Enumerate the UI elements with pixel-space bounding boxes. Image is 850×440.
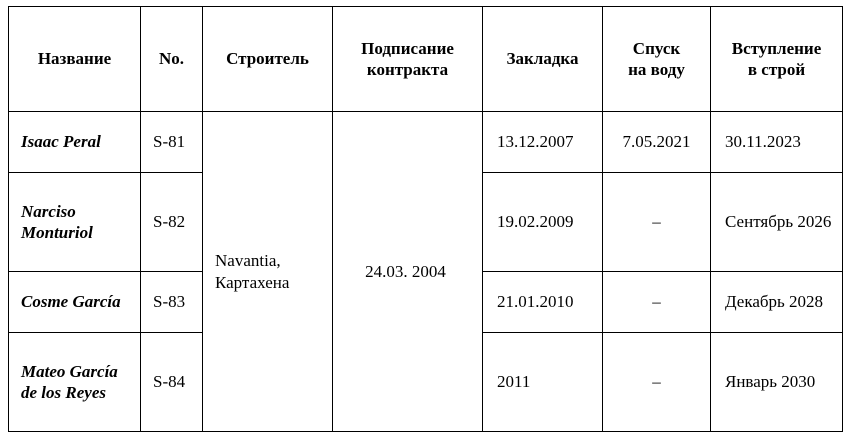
column-header-builder (203, 7, 333, 112)
column-header-name (9, 7, 141, 112)
cell-laid-down-s81: 13.12.2007 (483, 112, 603, 173)
cell-name-s84 (9, 333, 141, 432)
builder-line1: Navantia, (215, 251, 281, 271)
table-row (9, 112, 843, 173)
table-body (9, 112, 843, 432)
cell-name-s82 (9, 173, 141, 272)
cell-commissioned-s84: Январь 2030 (711, 333, 843, 432)
cell-launched-s83: – (603, 271, 711, 332)
cell-name-s82-line1: Narciso (21, 201, 76, 221)
cell-contract-merged: 24.03. 2004 (333, 112, 483, 432)
column-header-name-line1: Название (37, 49, 112, 69)
cell-number-s84: S-84 (141, 333, 203, 432)
cell-name-s83: Cosme García (9, 271, 141, 332)
cell-laid-down-s83: 21.01.2010 (483, 271, 603, 332)
cell-name-s84-line2: de los Reyes (21, 383, 106, 403)
cell-laid-down-s82: 19.02.2009 (483, 173, 603, 272)
cell-launched-s84: – (603, 333, 711, 432)
column-header-laid-down-line1: Закладка (506, 49, 579, 69)
column-header-contract-line2: контракта (366, 60, 449, 79)
cell-number-s83: S-83 (141, 271, 203, 332)
cell-number-s81: S-81 (141, 112, 203, 173)
column-header-commissioned-line2: в строй (747, 60, 806, 79)
column-header-number (141, 7, 203, 112)
column-header-launched-line1: Спуск (632, 38, 681, 58)
table-header-row (9, 7, 843, 112)
builder-line2: Картахена (215, 272, 290, 292)
submarine-specification-table (8, 6, 843, 432)
cell-launched-s81: 7.05.2021 (603, 112, 711, 173)
column-header-builder-line1: Строитель (226, 49, 309, 69)
column-header-contract-line1: Подписание (361, 38, 454, 58)
column-header-commissioned (711, 7, 843, 112)
cell-commissioned-s83: Декабрь 2028 (711, 271, 843, 332)
column-header-number-line1: No. (158, 49, 185, 69)
cell-commissioned-s82: Сентябрь 2026 (711, 173, 843, 272)
cell-commissioned-s81: 30.11.2023 (711, 112, 843, 173)
table-header (9, 7, 843, 112)
column-header-launched (603, 7, 711, 112)
cell-name-s81: Isaac Peral (9, 112, 141, 173)
cell-name-s82-line2: Monturiol (21, 223, 93, 243)
cell-launched-s82: – (603, 173, 711, 272)
cell-number-s82: S-82 (141, 173, 203, 272)
column-header-commissioned-line1: Вступление (731, 38, 822, 58)
cell-builder-merged (203, 112, 333, 432)
cell-laid-down-s84: 2011 (483, 333, 603, 432)
column-header-contract-signing (333, 7, 483, 112)
cell-name-s84-line1: Mateo García (21, 361, 118, 381)
column-header-laid-down (483, 7, 603, 112)
column-header-launched-line2: на воду (628, 60, 685, 79)
